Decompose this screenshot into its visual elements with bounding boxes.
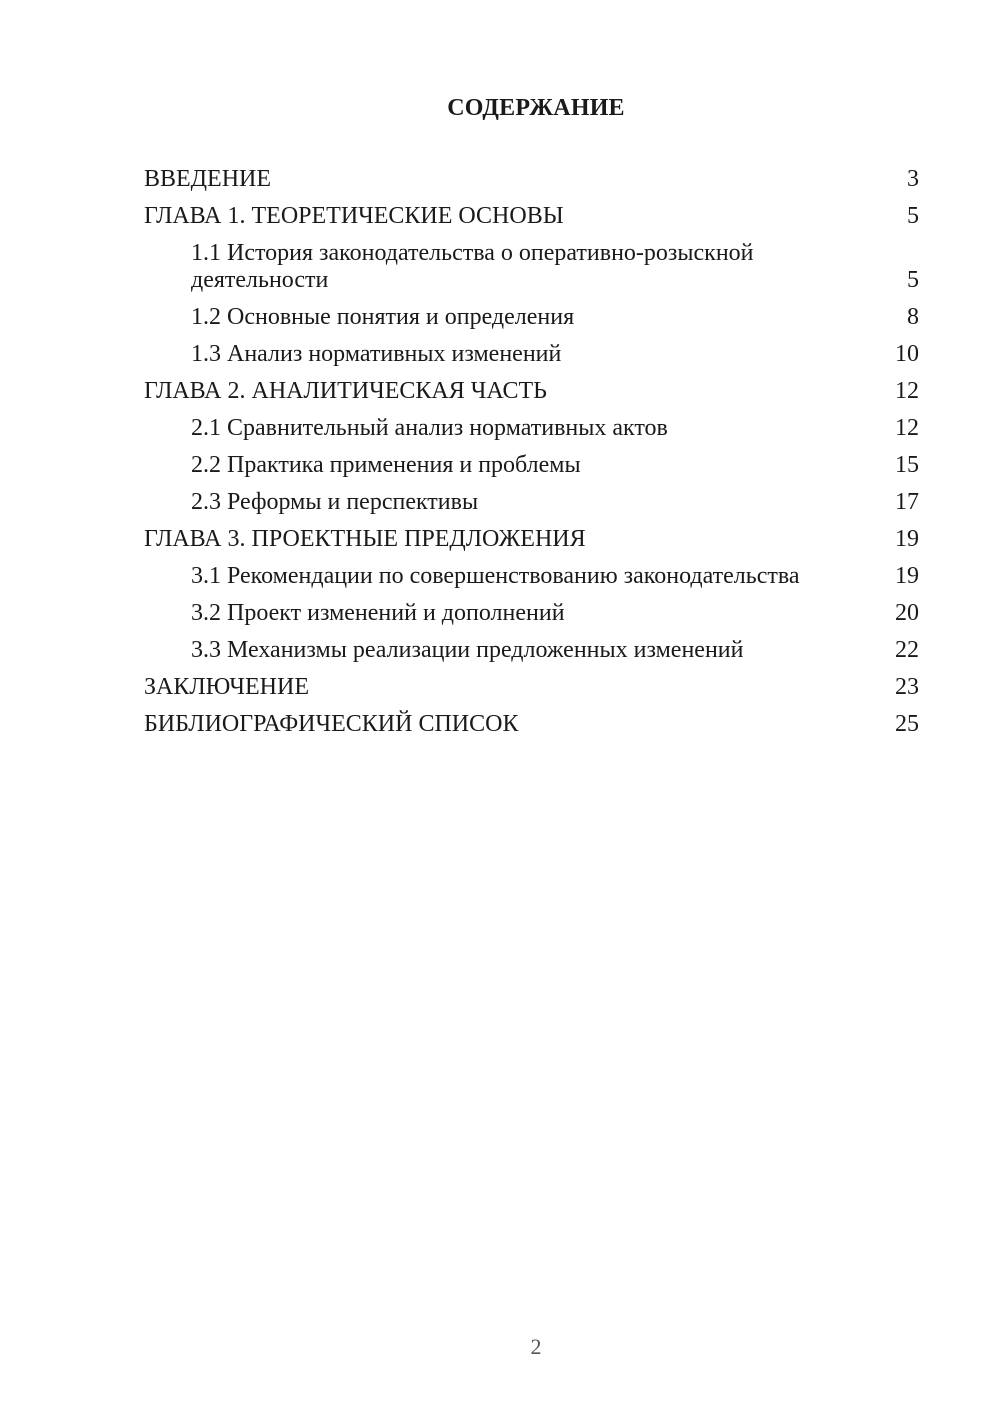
toc-entry-page: 23 <box>895 674 919 700</box>
toc-entry-bibliography[interactable] <box>144 711 919 738</box>
toc-entry-page: 25 <box>895 711 919 737</box>
toc-entry-section-3-2[interactable] <box>144 600 919 627</box>
toc-entry-section-1-1[interactable] <box>144 240 919 294</box>
toc-entry-conclusion[interactable] <box>144 674 919 701</box>
toc-entry-chapter-3[interactable] <box>144 526 919 553</box>
toc-entry-label: 2.1 Сравнительный анализ нормативных актов <box>191 415 668 441</box>
toc-entry-chapter-2[interactable] <box>144 378 919 405</box>
toc-entry-label: ВВЕДЕНИЕ <box>144 166 272 192</box>
toc-entry-page: 15 <box>895 452 919 478</box>
toc-entry-page: 10 <box>895 341 919 367</box>
toc-entry-label: 1.3 Анализ нормативных изменений <box>191 341 562 367</box>
toc-entry-label: 3.1 Рекомендации по совершенствованию законодательства <box>191 563 800 589</box>
toc-entry-section-1-3[interactable] <box>144 341 919 368</box>
page-title: СОДЕРЖАНИЕ <box>447 95 625 121</box>
toc-entry-label: БИБЛИОГРАФИЧЕСКИЙ СПИСОК <box>144 711 519 737</box>
toc-entry-page: 12 <box>895 378 919 404</box>
toc-entry-label: ГЛАВА 3. ПРОЕКТНЫЕ ПРЕДЛОЖЕНИЯ <box>144 526 586 552</box>
toc-entry-label: 1.1 История законодательства о оперативно-розыскной деятельности <box>191 240 754 293</box>
toc-entry-label: ГЛАВА 1. ТЕОРЕТИЧЕСКИЕ ОСНОВЫ <box>144 203 564 229</box>
toc-entry-page: 17 <box>895 489 919 515</box>
toc-entry-page: 3 <box>907 166 919 192</box>
toc-entry-section-3-3[interactable] <box>144 637 919 664</box>
toc-entry-page: 8 <box>907 304 919 330</box>
toc-entry-label: 2.2 Практика применения и проблемы <box>191 452 581 478</box>
toc-entry-section-2-1[interactable] <box>144 415 919 442</box>
toc-entry-section-1-2[interactable] <box>144 304 919 331</box>
toc-entry-page: 19 <box>895 526 919 552</box>
toc-entry-page: 22 <box>895 637 919 663</box>
toc-entry-label: 1.2 Основные понятия и определения <box>191 304 575 330</box>
toc-entry-page: 5 <box>907 267 919 293</box>
toc-entry-section-2-3[interactable] <box>144 489 919 516</box>
toc-entry-label: ЗАКЛЮЧЕНИЕ <box>144 674 309 700</box>
toc-entry-label: 3.2 Проект изменений и дополнений <box>191 600 565 626</box>
toc-entry-label: ГЛАВА 2. АНАЛИТИЧЕСКАЯ ЧАСТЬ <box>144 378 547 404</box>
toc-entry-section-2-2[interactable] <box>144 452 919 479</box>
toc-entry-section-3-1[interactable] <box>144 563 919 590</box>
toc-entry-page: 12 <box>895 415 919 441</box>
toc-entry-chapter-1[interactable] <box>144 203 919 230</box>
toc-entry-label: 3.3 Механизмы реализации предложенных изменений <box>191 637 744 663</box>
toc-entry-introduction[interactable] <box>144 166 919 193</box>
page-number: 2 <box>530 1334 542 1359</box>
toc-entry-page: 19 <box>895 563 919 589</box>
toc-entry-page: 20 <box>895 600 919 626</box>
table-of-contents <box>144 166 919 748</box>
toc-entry-page: 5 <box>907 203 919 229</box>
toc-entry-label: 2.3 Реформы и перспективы <box>191 489 479 515</box>
